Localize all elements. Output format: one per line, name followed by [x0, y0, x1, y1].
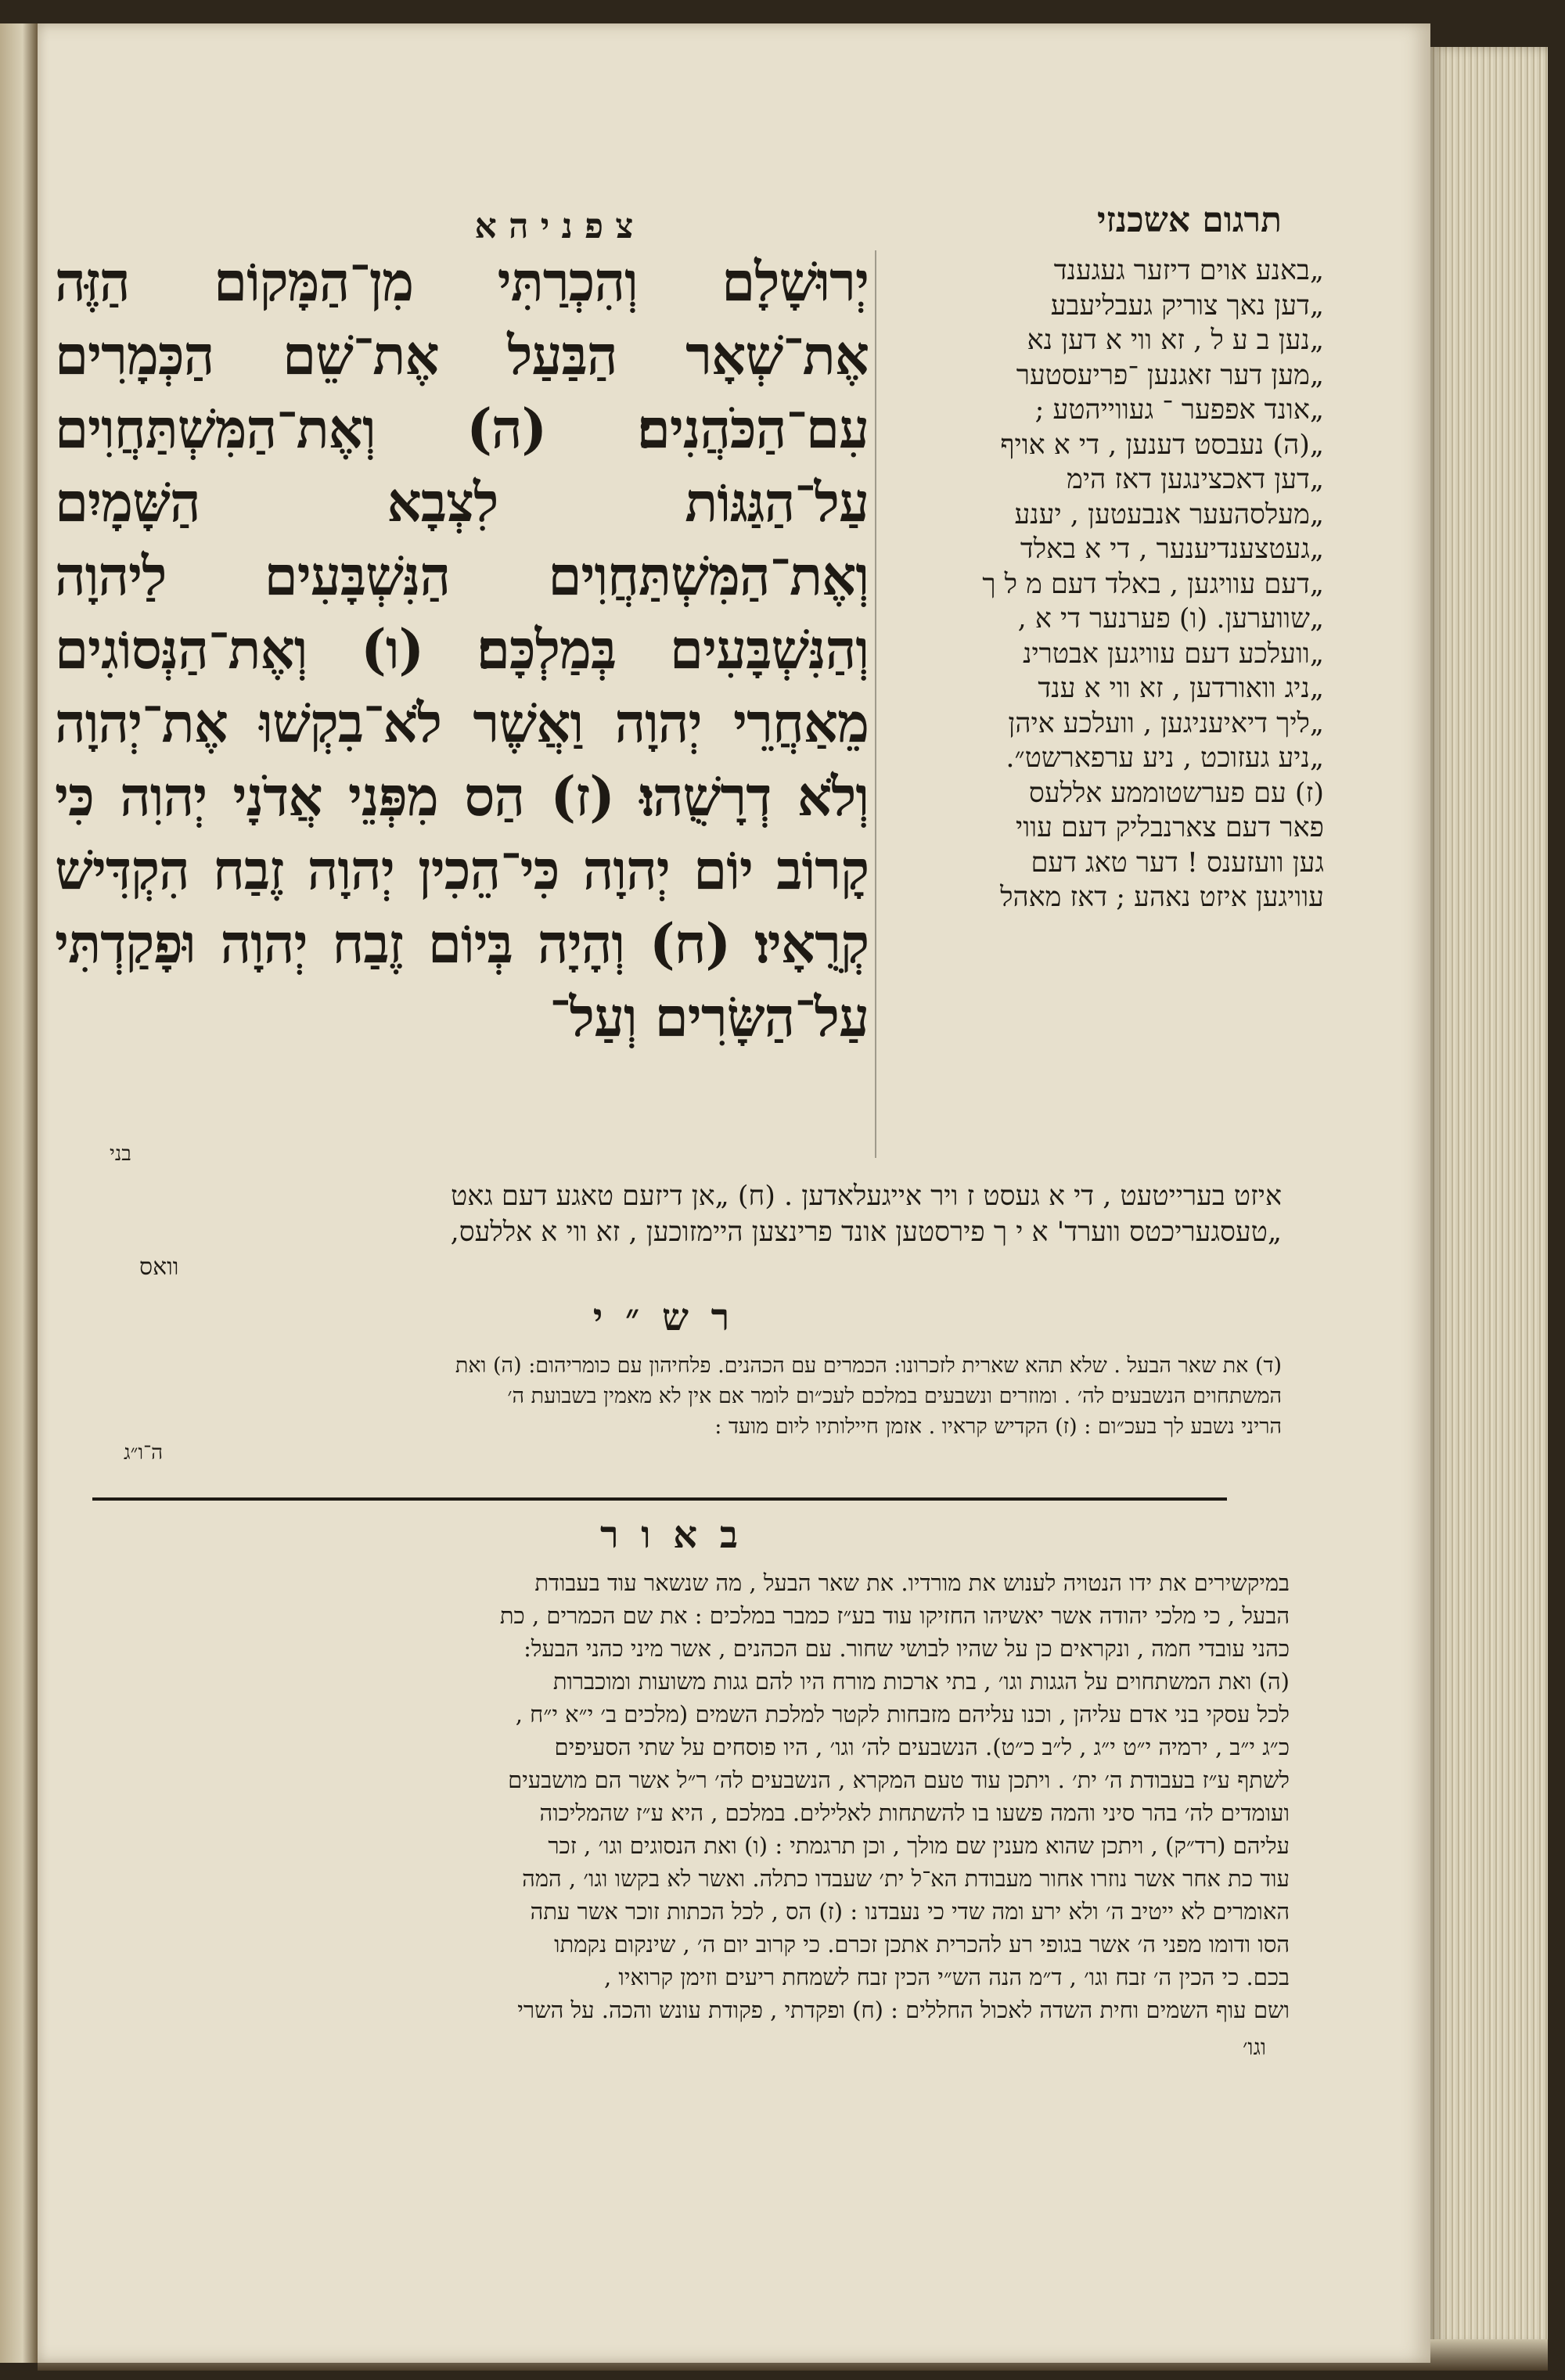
- biur-line: הבעל , כי מלכי יהודה אשר יאשיהו החזיקו עוד בע״ז כמבר במלכים : את שם הכמרים , כת: [499, 1602, 1290, 1629]
- biur-line: במיקשירים את ידו הנטויה לענוש את מורדיו. את שאר הבעל , מה שנשאר עוד בעבודת: [534, 1569, 1290, 1596]
- translation-line: „וועלכע דעם עוויגען אבטרינ: [1023, 638, 1324, 670]
- biur-catchword: וגו׳: [1242, 2034, 1266, 2060]
- hebrew-scripture-text: יְרוּשָׁלָם וְהִכְרַתִּי מִן־הַמָּקוֹם הַזֶּה אֶת־שְׁאָר הַבַּעַל אֶת־שֵׁם הַכְּמָרִים עִם־הַכֹּהֲנִים׃ (ה) וְאֶת־הַמִּשְׁתַּחֲוִים עַל־הַגַּגּוֹת לִצְבָא הַשָּׁמָיִם וְאֶת־הַמִּשְׁתַּחֲוִים הַנִּשְׁבָּעִים לַיהוָה וְהַנִּשְׁבָּעִים בְּמַלְכָּם׃ (ו) וְאֶת־הַנְּסוֹגִים מֵאַחֲרֵי יְהוָה וַאֲשֶׁר לֹא־בִקְשׁוּ אֶת־יְהוָה וְלֹא דְרָשֻׁהוּ׃ (ז) הַס מִפְּנֵי אֲדֹנָי יְהוִה כִּי קָרוֹב יוֹם יְהוָה כִּי־הֵכִין יְהוָה זֶבַח הִקְדִּישׁ קְרֻאָיו׃ (ח) וְהָיָה בְּיוֹם זֶבַח יְהוָה וּפָקַדְתִּי עַל־הַשָּׂרִים וְעַל־: [55, 250, 869, 1049]
- facing-page-edge: [0, 23, 38, 2363]
- translation-line: „דעם עוויגען , באלד דעם מ ל ך: [982, 568, 1324, 600]
- translation-line: „מעלסהעער אנבעטען , יענע: [1014, 498, 1324, 530]
- translation-line: פאר דעם צארנבליק דעם עווי: [1016, 812, 1324, 843]
- translation-line: „דען דאכצינגען דאז הימ: [1067, 464, 1324, 495]
- translation-line: גען וועזענס ! דער טאג דעם: [1031, 847, 1324, 879]
- translation-line: „דען נאך צוריק געבליעבע: [1050, 289, 1324, 322]
- translation-continuation: [139, 1178, 1282, 1250]
- book-chapter-header: צ פ נ י ה א: [474, 207, 634, 246]
- hebrew-catchword: בני: [110, 1142, 131, 1166]
- translation-line: „ניע געזוכט , ניע ערפארשט״.: [1006, 742, 1324, 774]
- rashi-title: ר ש ״ י: [592, 1296, 735, 1339]
- rashi-catchword: ה־ו״ג: [124, 1441, 164, 1465]
- translation-catchword: וואס: [139, 1253, 179, 1281]
- biur-line: לכל עסקי בני אדם עליהן , וכנו עליהם מזבחות לקטר למלכת השמים (מלכים ב׳ י״א י״ח ,: [515, 1701, 1290, 1727]
- rashi-line: (ד) את שאר הבעל . שלא תהא שארית לזכרונו: הכמרים עם הכהנים. פלחיהון עם כומריהום: (ה) ואת: [455, 1354, 1282, 1378]
- translation-line: „געטצענדיענער , די א באלד: [1020, 534, 1324, 565]
- biur-line: עוד כת אחר אשר נוזרו אחור מעבודת הא־ל ית׳ שעבדו כתלה. ואשר לא בקשו וגו׳ , המה: [522, 1865, 1290, 1892]
- biur-line: הסו ודומו מפני ה׳ אשר בגופי רע להכרית אתכן זכרם. כי קרוב יום ה׳ , שינקום נקמתו: [554, 1931, 1290, 1958]
- translation-line: „מען דער זאגנען ־פריעסטער: [1016, 359, 1324, 391]
- translation-column-header: תרגום אשכנזי: [1096, 200, 1282, 240]
- book-page: [38, 23, 1430, 2363]
- translation-line: איזט בערייטעט , די א געסט ז ויר אייגעלאדען . (ח) „אן דיזעם טאגע דעם גאט: [451, 1181, 1282, 1212]
- translation-line: עוויגען איזט נאהע ; דאז מאהל: [1000, 882, 1324, 913]
- book-fore-edge: [1430, 47, 1548, 2347]
- biur-line: כ״ג י״ב , ירמיה י״ט י״ג , ל״ב כ״ט). הנשבעים לה׳ וגו׳ , היו פוסחים על שתי הסעיפים: [554, 1734, 1290, 1760]
- biur-line: האומרים לא ייטיב ה׳ ולא ירע ומה שדי כי נעבדנו : (ז) הס , לכל הכתות זוכר אשר עתה: [530, 1898, 1290, 1925]
- section-divider-rule: [92, 1497, 1227, 1501]
- biur-line: לשתף ע״ז בעבודת ה׳ ית׳ . ויתכן עוד טעם המקרא , הנשבעים לה׳ ר״ל אשר הם מושבעים: [508, 1767, 1290, 1793]
- translation-line: „באנע אוים דיזער געגענד: [1053, 255, 1324, 286]
- translation-line: „אונד אפפער ־ געווייהטע ;: [1034, 394, 1324, 426]
- biur-line: (ה) ואת המשתחוים על הגגות וגו׳ , בתי ארכות מורח היו להם גגות משועות ומוכברות: [552, 1668, 1290, 1695]
- rashi-line: הריני נשבע לך בעכ״ום : (ז) הקדיש קראיו . אזמן חיילותיו ליום מועד :: [714, 1415, 1282, 1439]
- translation-column: [886, 253, 1324, 915]
- translation-line: „שווערען. (ו) פערנער די א ,: [1017, 603, 1324, 635]
- biur-line: עליהם (רד״ק) , ויתכן שהוא מענין שם מולך , וכן תרגמתי : (ו) ואת הנסוגים וגו׳ , זכר: [548, 1832, 1290, 1859]
- translation-line: (ז) עם פערשטוממע אללעס: [1028, 777, 1324, 809]
- biur-title: ב א ו ר: [600, 1513, 743, 1557]
- translation-line: „נען ב ע ל , זא ווי א דען נא: [1027, 325, 1324, 356]
- rashi-line: המשתחוים הנשבעים לה׳ . ומוזרים ונשבעים במלכם לעכ״ום לומר אם אין לא מאמין בשבועת ה׳: [507, 1384, 1282, 1408]
- biur-line: ועומדים לה׳ בהר סיני והמה פשעו בו להשתחות לאלילים. במלכם , היא ע״ז שהמליכוה: [539, 1799, 1290, 1826]
- translation-line: „ניג וואורדען , זא ווי א ענד: [1038, 673, 1324, 704]
- translation-line: „ליך דיאיעניגען , וועלכע איהן: [1008, 707, 1324, 739]
- translation-line: „טעסגעריכטס ווערד' א י ך פירסטען אונד פרינצען היימזוכען , זא ווי א אללעס,: [450, 1217, 1282, 1248]
- column-divider: [875, 250, 876, 1158]
- biur-line: ושם עוף השמים וחית השדה לאכול החללים : (ח) ופקדתי , פקודת עונש והכה. על השרי: [517, 1997, 1290, 2023]
- rashi-commentary: [124, 1350, 1282, 1442]
- biur-commentary: [116, 1566, 1290, 2026]
- translation-line: „(ה) נעבסט דענען , די א אויף: [1000, 429, 1324, 461]
- biur-line: בכם. כי הכין ה׳ זבח וגו׳ , ד״מ הנה הש״י הכין זבח לשמחת ריעים וזימן קרואיו ,: [604, 1964, 1290, 1990]
- biur-line: כהני עובדי חמה , ונקראים כן על שהיו לבושי שחור. עם הכהנים , אשר מיני כהני הבעל:: [523, 1635, 1290, 1662]
